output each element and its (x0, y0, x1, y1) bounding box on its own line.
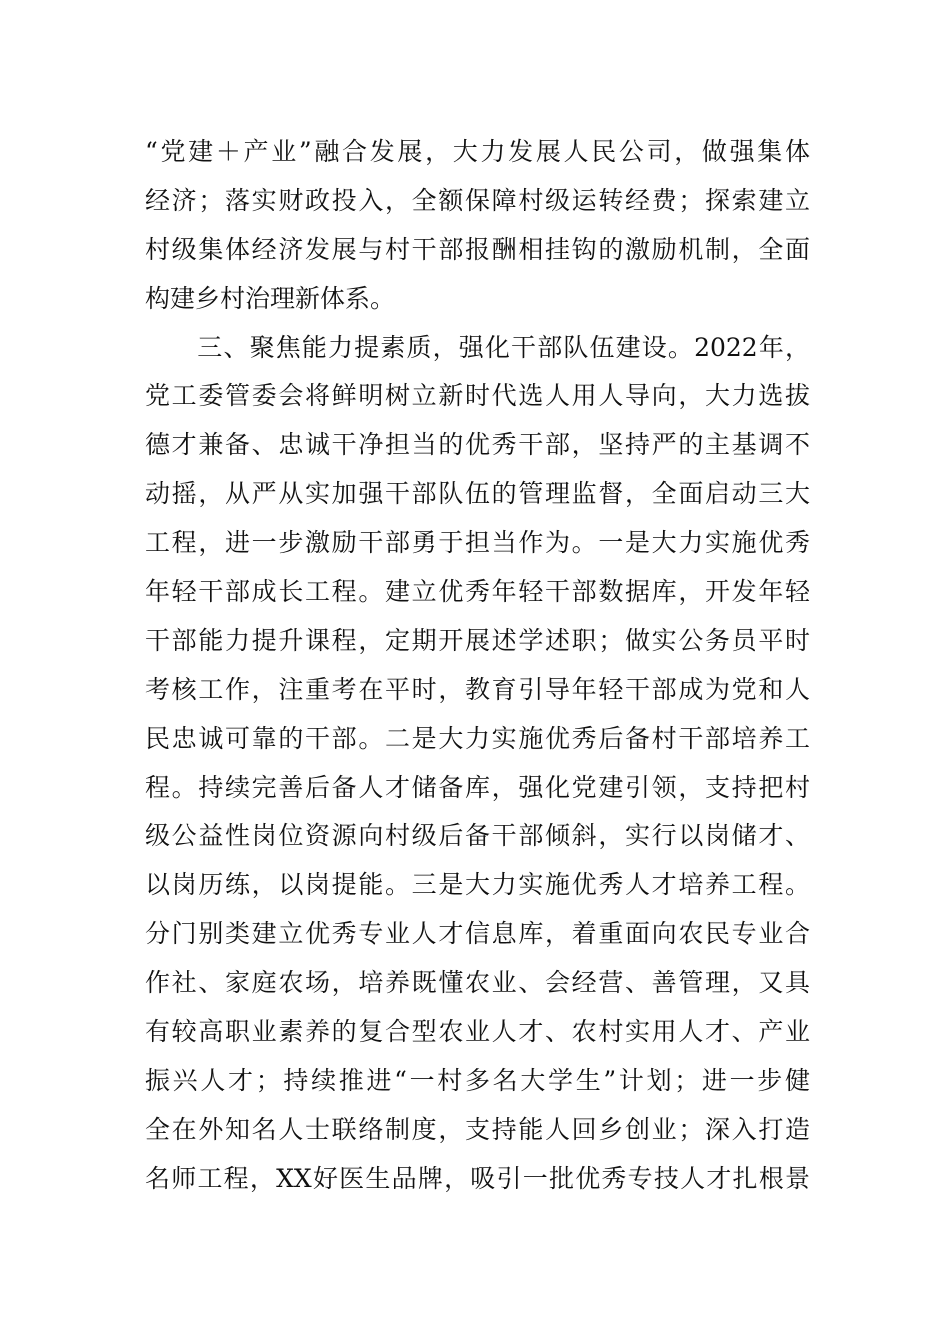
text-line-16: 以岗历练，以岗提能。三是大力实施优秀人才培养工程。 (145, 870, 810, 900)
text-line-22: 名师工程，XX好医生品牌，吸引一批优秀专技人才扎根景 (145, 1163, 810, 1193)
text-line-2: 经济；落实财政投入，全额保障村级运转经费；探索建立 (145, 185, 810, 215)
text-line-1: “党建＋产业”融合发展，大力发展人民公司，做强集体 (145, 137, 810, 166)
document-body (145, 128, 810, 1204)
text-line-21: 全在外知名人士联络制度，支持能人回乡创业；深入打造 (145, 1114, 810, 1144)
text-line-14: 程。持续完善后备人才储备库，强化党建引领，支持把村 (145, 772, 810, 802)
text-line-6: 党工委管委会将鲜明树立新时代选人用人导向，大力选拔 (145, 381, 810, 411)
text-line-20: 振兴人才；持续推进“一村多名大学生”计划；进一步健 (145, 1065, 810, 1095)
text-line-12: 考核工作，注重考在平时，教育引导年轻干部成为党和人 (145, 674, 810, 704)
text-line-17: 分门别类建立优秀专业人才信息库，着重面向农民专业合 (145, 919, 810, 949)
text-line-15: 级公益性岗位资源向村级后备干部倾斜，实行以岗储才、 (145, 821, 810, 851)
text-line-11: 干部能力提升课程，定期开展述学述职；做实公务员平时 (145, 625, 810, 655)
text-line-10: 年轻干部成长工程。建立优秀年轻干部数据库，开发年轻 (145, 577, 810, 607)
text-line-8: 动摇，从严从实加强干部队伍的管理监督，全面启动三大 (145, 479, 810, 509)
text-line-4: 构建乡村治理新体系。 (145, 283, 396, 313)
text-line-19: 有较高职业素养的复合型农业人才、农村实用人才、产业 (145, 1017, 810, 1047)
text-line-9: 工程，进一步激励干部勇于担当作为。一是大力实施优秀 (145, 528, 810, 558)
text-line-7: 德才兼备、忠诚干净担当的优秀干部，坚持严的主基调不 (145, 430, 810, 460)
text-line-3: 村级集体经济发展与村干部报酬相挂钩的激励机制，全面 (145, 234, 810, 264)
text-line-5: 三、聚焦能力提素质，强化干部队伍建设。2022年， (145, 332, 810, 362)
text-line-18: 作社、家庭农场，培养既懂农业、会经营、善管理，又具 (145, 968, 810, 998)
text-line-13: 民忠诚可靠的干部。二是大力实施优秀后备村干部培养工 (145, 723, 810, 753)
